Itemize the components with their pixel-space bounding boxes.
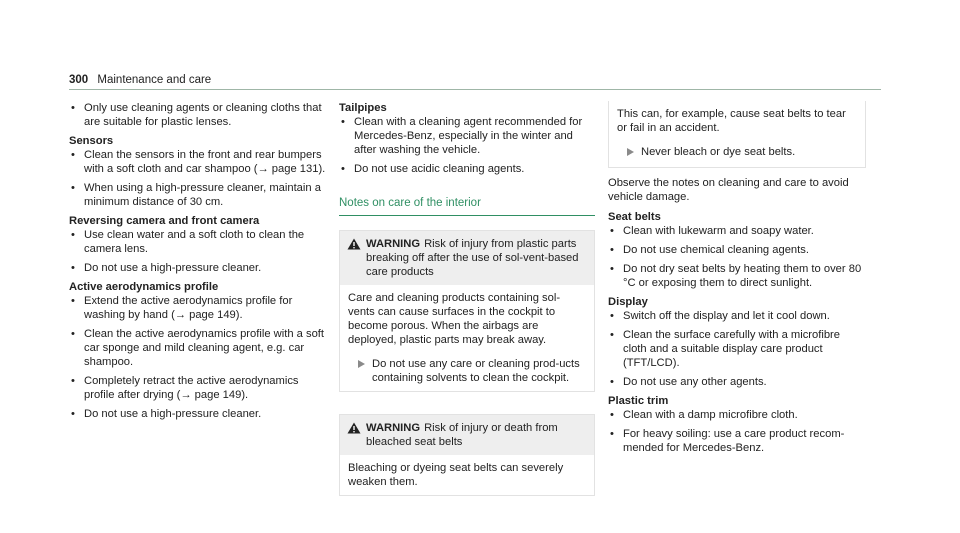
seat-belts-heading: Seat belts [608,211,661,223]
warning-note [348,357,586,385]
list-item: • Do not use a high-pressure cleaner. [69,407,327,421]
list-item: • Switch off the display and let it cool down. [608,309,866,323]
sensors-heading: Sensors [69,135,114,147]
warning-label: WARNING [366,422,421,434]
column-1 [69,101,327,426]
column-3 [608,101,866,460]
list-item: • Extend the active aerodynamics profile for washing by hand (→ page 149). [69,294,327,322]
camera-heading: Reversing camera and front camera [69,215,260,227]
list-item: • Do not use a high-pressure cleaner. [69,261,327,275]
list-item: • When using a high-pressure cleaner, maintain a minimum distance of 30 cm. [69,181,327,209]
warning-header [340,415,594,455]
warning-title: Risk of injury or death from bleached seat belts [366,422,558,448]
list-item: • Clean with a damp microfibre cloth. [608,408,866,422]
warning-note [617,145,857,159]
display-heading: Display [608,296,648,308]
warning-label: WARNING [366,238,421,250]
warning-body [340,455,594,495]
observe-text: Observe the notes on cleaning and care to avoid vehicle damage. [608,177,849,203]
aero-list [69,294,327,421]
note-text: Do not use any care or cleaning prod-ucts containing solvents to clean the cockpit. [372,358,580,384]
list-item: • Completely retract the active aerodynamics profile after drying (→ page 149). [69,374,327,402]
warning-text: Bleaching or dyeing seat belts can severely weaken them. [348,462,564,488]
warning-body [340,285,594,391]
warning-box [339,414,595,496]
list-item: • Clean with a cleaning agent recommended for Mercedes-Benz, especially in the winter and after washing the vehicle. [339,115,595,157]
warning-text: Care and cleaning products containing sol-vents can cause surfaces in the cockpit to become porous. When the airbags are deployed, plastic parts may break away. [348,292,561,346]
camera-list [69,228,327,275]
plastic-trim-heading: Plastic trim [608,395,669,407]
warning-text: This can, for example, cause seat belts to tear or fail in an accident. [617,108,846,134]
intro-list [69,101,327,129]
list-item: • Do not dry seat belts by heating them to over 80 °C or exposing them to direct sunlight. [608,262,866,290]
column-2 [339,101,595,496]
tailpipes-heading: Tailpipes [339,102,387,114]
list-item: • Clean the surface carefully with a microfibre cloth and a suitable display care product (TFT/LCD). [608,328,866,370]
list-item: • Do not use chemical cleaning agents. [608,243,866,257]
list-item: • Clean the active aerodynamics profile with a soft car sponge and mild cleaning agent, e.g. car shampoo. [69,327,327,369]
page-title: Maintenance and care [97,74,212,86]
list-item: • Only use cleaning agents or cleaning cloths that are suitable for plastic lenses. [69,101,327,129]
warning-header [340,231,594,285]
list-item: • Use clean water and a soft cloth to clean the camera lens. [69,228,327,256]
sensors-list [69,148,327,209]
warning-title: Risk of injury from plastic parts breaking off after the use of sol-vent-based care products [366,238,579,278]
warning-box [339,230,595,392]
plastic-trim-list [608,408,866,455]
header-divider [69,89,881,90]
arrow-right-icon [627,148,634,156]
list-item: • Do not use any other agents. [608,375,866,389]
note-text: Never bleach or dye seat belts. [641,146,796,158]
aero-heading: Active aerodynamics profile [69,281,219,293]
seat-belts-list [608,224,866,290]
list-item: • Clean the sensors in the front and rear bumpers with a soft cloth and car shampoo (→ page 131). [69,148,327,176]
page-header [69,73,211,87]
page-number: 300 [69,74,89,86]
warning-continuation-box [608,101,866,168]
warning-triangle-icon [347,238,361,250]
arrow-right-icon [358,360,365,368]
warning-triangle-icon [347,422,361,434]
display-list [608,309,866,389]
section-title: Notes on care of the interior [339,196,595,216]
list-item: • For heavy soiling: use a care product recom-mended for Mercedes-Benz. [608,427,866,455]
list-item: • Clean with lukewarm and soapy water. [608,224,866,238]
list-item: • Do not use acidic cleaning agents. [339,162,595,176]
tailpipes-list [339,115,595,176]
